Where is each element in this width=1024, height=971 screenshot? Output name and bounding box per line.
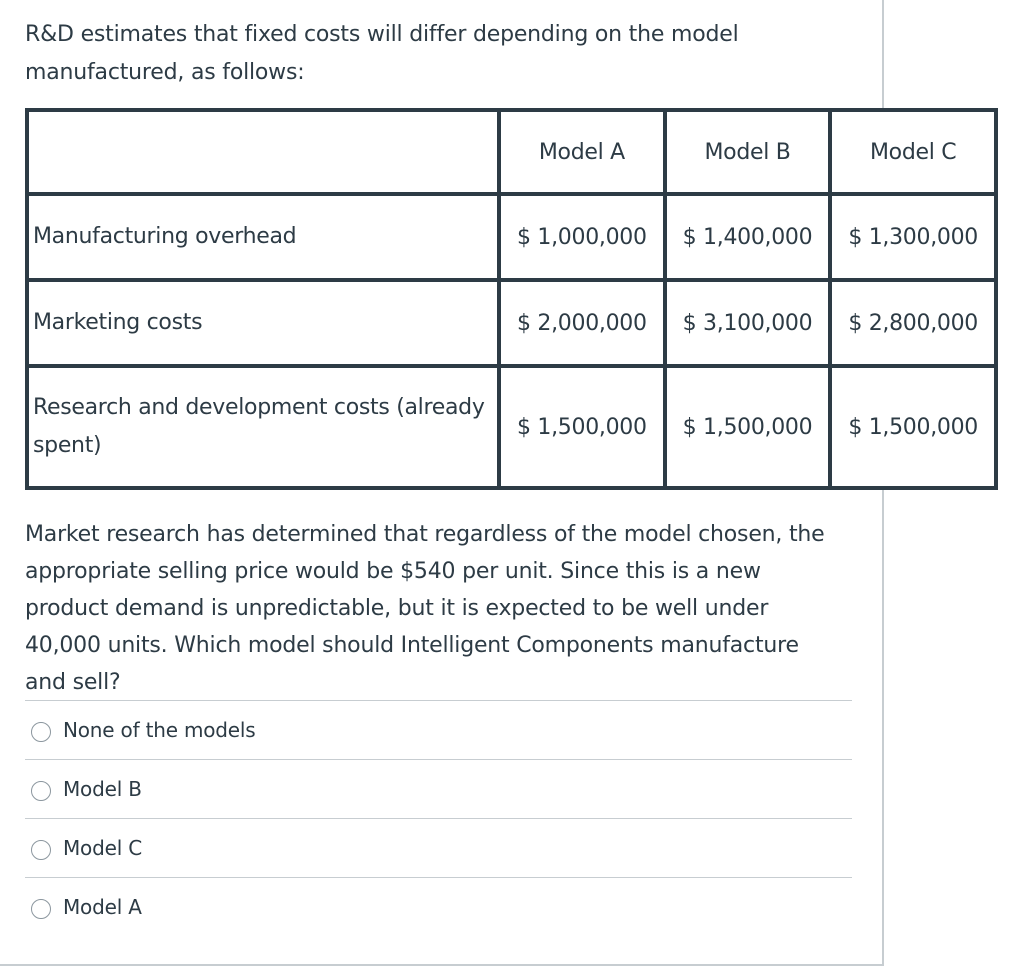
row-label-text: Manufacturing overhead xyxy=(33,224,297,249)
radio-button[interactable] xyxy=(31,840,51,860)
radio-button[interactable] xyxy=(31,899,51,919)
row-label-research-development xyxy=(27,366,499,488)
cell-value: $ 1,500,000 xyxy=(665,366,831,488)
table-row xyxy=(27,280,996,366)
answer-option-none-of-the-models[interactable] xyxy=(25,700,852,759)
table-row xyxy=(27,366,996,488)
cell-value: $ 1,000,000 xyxy=(499,194,665,280)
answer-list xyxy=(25,700,852,936)
answer-label[interactable]: None of the models xyxy=(63,718,256,742)
radio-button[interactable] xyxy=(31,781,51,801)
table-header-row xyxy=(27,110,996,194)
cell-value: $ 1,500,000 xyxy=(499,366,665,488)
cell-value: $ 3,100,000 xyxy=(665,280,831,366)
row-label-text: Marketing costs xyxy=(33,310,203,335)
header-model-a: Model A xyxy=(499,110,665,194)
fixed-costs-table xyxy=(25,108,998,490)
answer-option-model-b[interactable] xyxy=(25,759,852,818)
cell-value: $ 1,300,000 xyxy=(830,194,996,280)
answer-option-model-a[interactable] xyxy=(25,877,852,936)
cell-value: $ 1,400,000 xyxy=(665,194,831,280)
question-text: Market research has determined that regardless of the model chosen, the appropriate selling price would be $540 per unit. Since this is a new product demand is unpredictable, but it is expected to be well under 40,000 units. Which model should Intelligent Components manufacture and sell? xyxy=(25,522,825,695)
header-model-b: Model B xyxy=(665,110,831,194)
row-label-marketing-costs xyxy=(27,280,499,366)
header-model-c: Model C xyxy=(830,110,996,194)
answer-label[interactable]: Model B xyxy=(63,777,142,801)
table-row xyxy=(27,194,996,280)
intro-text: R&D estimates that fixed costs will differ depending on the model manufactured, as follows: xyxy=(25,22,739,85)
cell-value: $ 2,000,000 xyxy=(499,280,665,366)
answer-label[interactable]: Model A xyxy=(63,895,142,919)
cell-value: $ 1,500,000 xyxy=(830,366,996,488)
row-label-manufacturing-overhead xyxy=(27,194,499,280)
cell-value: $ 2,800,000 xyxy=(830,280,996,366)
header-cell-empty xyxy=(27,110,499,194)
row-label-text: Research and development costs (already spent) xyxy=(33,395,485,458)
answer-label[interactable]: Model C xyxy=(63,836,142,860)
radio-button[interactable] xyxy=(31,722,51,742)
answer-option-model-c[interactable] xyxy=(25,818,852,877)
